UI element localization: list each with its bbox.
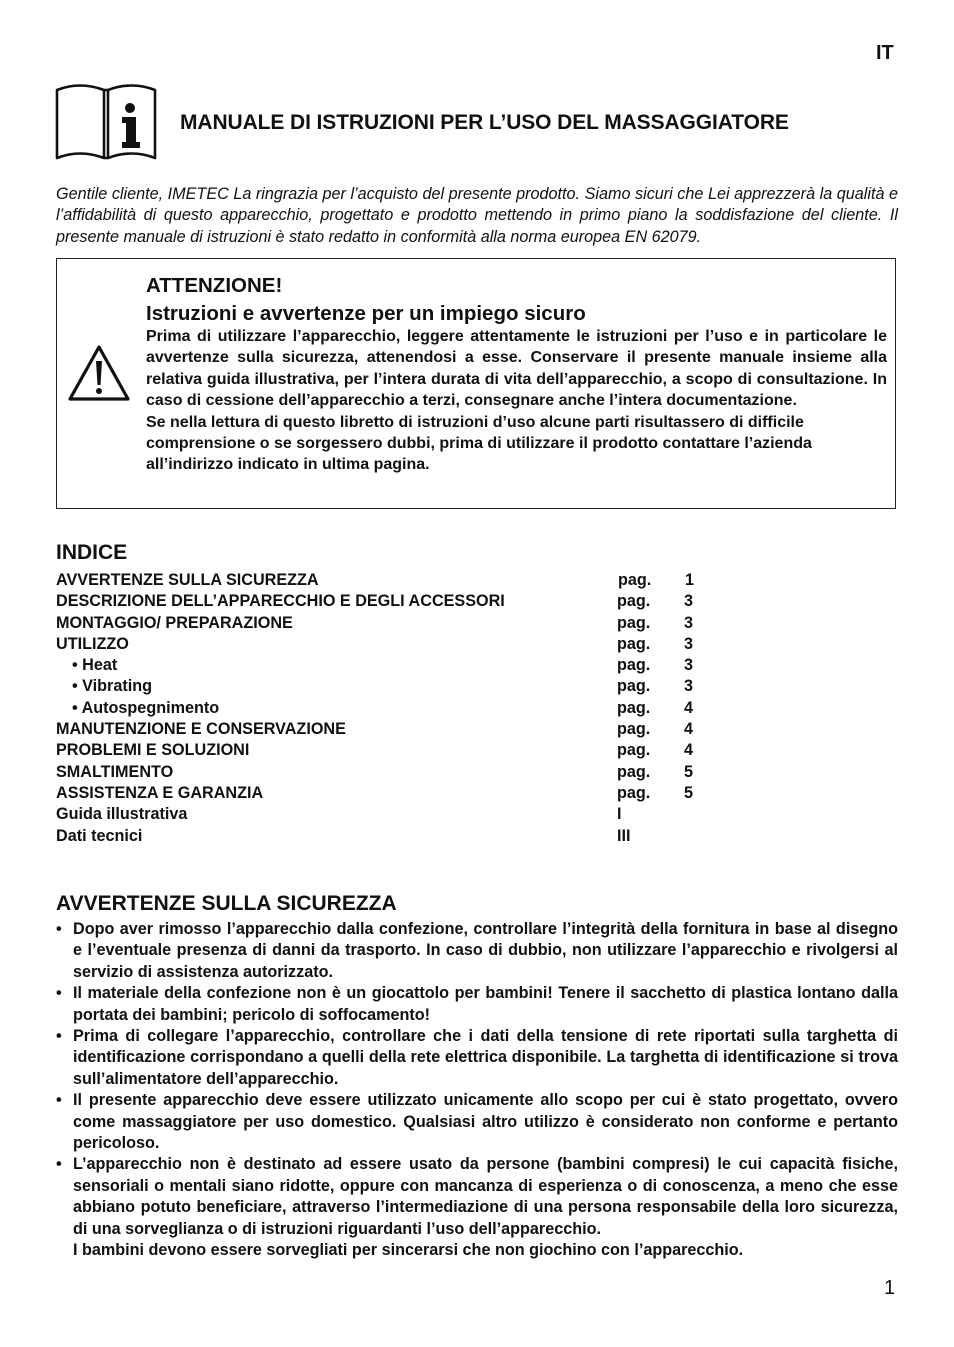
toc-label: Guida illustrativa — [56, 805, 188, 824]
toc-page: 4 — [684, 698, 694, 717]
toc-pag: pag. — [617, 741, 651, 760]
toc-label: AVVERTENZE SULLA SICUREZZA — [56, 571, 319, 589]
toc-page: 5 — [684, 762, 694, 781]
toc-label: • Heat — [72, 656, 118, 675]
bullet-dot: • — [56, 1091, 62, 1110]
toc-row — [56, 655, 716, 676]
toc-pag: pag. — [618, 571, 652, 589]
toc-page: 3 — [684, 677, 694, 696]
toc-label: ASSISTENZA E GARANZIA — [56, 783, 264, 802]
safety-list — [56, 919, 898, 1262]
list-item-text: Prima di collegare l’apparecchio, controllare che i dati della tensione di rete riportati sulla targhetta di identificazione corrispondano a quelli della rete elettrica disponibile. La targhetta di identificazione si trova sull’alimentatore dell’apparecchio. — [73, 1027, 898, 1088]
manual-title: MANUALE DI ISTRUZIONI PER L’USO DEL MASSAGGIATORE — [180, 111, 789, 134]
toc-label: DESCRIZIONE DELL’APPARECCHIO E DEGLI ACCESSORI — [56, 592, 505, 611]
bullet-dot: • — [56, 1027, 62, 1046]
toc-row — [56, 676, 716, 697]
list-item — [56, 1154, 898, 1261]
toc-label: MANUTENZIONE E CONSERVAZIONE — [56, 720, 346, 739]
toc-label: Dati tecnici — [56, 826, 143, 845]
manual-info-icon — [54, 82, 158, 162]
toc-label: SMALTIMENTO — [56, 762, 174, 781]
toc-label: • Vibrating — [72, 677, 153, 696]
page-number: 1 — [884, 1277, 896, 1299]
warning-paragraph-1: Prima di utilizzare l’apparecchio, leggere attentamente le istruzioni per l’uso e in particolare le avvertenze sulla sicurezza, attenendosi a esse. Conservare il presente manuale insieme alla relativa guida illustrativa, per l’intera durata di vita dell’apparecchio, a scopo di consultazione. In caso di cessione dell’apparecchio a terzi, consegnare anche l’intera documentazione. — [146, 328, 887, 410]
toc-label: UTILIZZO — [56, 634, 129, 653]
list-item — [56, 1090, 898, 1154]
toc-row — [56, 740, 716, 761]
safety-warning-box — [56, 258, 896, 509]
toc-row — [56, 634, 716, 655]
table-of-contents — [56, 570, 716, 847]
toc-pag: pag. — [617, 592, 651, 611]
warning-triangle-icon — [67, 343, 131, 403]
toc-row — [56, 804, 716, 825]
warning-paragraph-2: Se nella lettura di questo libretto di istruzioni d’uso alcune parti risultassero di difficile comprensione o se sorgessero dubbi, prima di utilizzare il prodotto contattare l’azienda all’indirizzo indicato in ultima pagina. — [146, 413, 812, 474]
bullet-dot: • — [56, 920, 62, 938]
toc-pag: pag. — [617, 677, 651, 696]
toc-page: 4 — [684, 720, 694, 739]
list-item — [56, 983, 898, 1026]
toc-heading: INDICE — [56, 541, 128, 564]
toc-page: 4 — [684, 741, 694, 760]
warning-subtitle: Istruzioni e avvertenze per un impiego sicuro — [146, 302, 586, 325]
toc-pag: pag. — [617, 656, 651, 675]
toc-row — [56, 762, 716, 783]
toc-page: 5 — [684, 783, 694, 802]
warning-title: ATTENZIONE! — [146, 274, 283, 297]
toc-pag: pag. — [617, 720, 651, 739]
list-item — [56, 919, 898, 983]
toc-row — [56, 826, 716, 847]
toc-page: 3 — [684, 656, 694, 675]
toc-row — [56, 783, 716, 804]
list-item-note: I bambini devono essere sorvegliati per sincerarsi che non giochino con l’apparecchio. — [73, 1241, 744, 1260]
list-item-text: Dopo aver rimosso l’apparecchio dalla confezione, controllare l’integrità della fornitura in base al disegno e l’eventuale presenza di danni da trasporto. In caso di dubbio, non utilizzare l’apparecchio e rivolgersi al servizio di assistenza autorizzato. — [73, 920, 898, 981]
list-item — [56, 1026, 898, 1090]
warning-text — [146, 326, 887, 476]
toc-row — [56, 698, 716, 719]
toc-pag: pag. — [617, 613, 651, 632]
safety-heading: AVVERTENZE SULLA SICUREZZA — [56, 892, 397, 915]
toc-page: 3 — [684, 634, 694, 653]
toc-pag: pag. — [617, 762, 651, 781]
bullet-dot: • — [56, 984, 62, 1003]
list-item-text: Il presente apparecchio deve essere utilizzato unicamente allo scopo per cui è stato progettato, ovvero come massaggiatore per uso domestico. Qualsiasi altro utilizzo è considerato non conforme e pertanto pericoloso. — [73, 1091, 898, 1153]
toc-page: 3 — [684, 592, 694, 611]
bullet-dot: • — [56, 1155, 62, 1174]
toc-page: 1 — [685, 571, 695, 589]
toc-row — [56, 613, 716, 634]
toc-pag: pag. — [617, 698, 651, 717]
list-item-text: Il materiale della confezione non è un giocattolo per bambini! Tenere il sacchetto di plastica lontano dalla portata dei bambini; pericolo di soffocamento! — [73, 984, 898, 1024]
list-item-text: L’apparecchio non è destinato ad essere usato da persone (bambini compresi) le cui capacità fisiche, sensoriali o mentali siano ridotte, oppure con mancanza di esperienza o di conoscenza, a meno che esse abbiano potuto beneficiare, attraverso l’intermediazione di una persona responsabile della loro sicurezza, di una sorveglianza o di istruzioni riguardanti l’uso dell’apparecchio. — [73, 1155, 898, 1238]
toc-row — [56, 719, 716, 740]
warning-heading — [146, 272, 586, 328]
toc-pag: pag. — [617, 783, 651, 802]
toc-pag: III — [617, 826, 631, 845]
toc-row — [56, 591, 716, 612]
toc-page: 3 — [684, 613, 694, 632]
toc-label: MONTAGGIO/ PREPARAZIONE — [56, 613, 293, 632]
toc-label: PROBLEMI E SOLUZIONI — [56, 741, 250, 760]
toc-pag: I — [617, 805, 622, 824]
toc-label: • Autospegnimento — [72, 698, 220, 717]
toc-pag: pag. — [617, 634, 651, 653]
intro-paragraph: Gentile cliente, IMETEC La ringrazia per l’acquisto del presente prodotto. Siamo sicuri che Lei apprezzerà la qualità e l’affidabilità di questo apparecchio, progettato e prodotto mettendo in primo piano la soddisfazione del cliente. Il presente manuale di istruzioni è stato redatto in conformità alla norma europea EN 62079. — [56, 185, 898, 246]
language-code: IT — [876, 42, 894, 64]
toc-row — [56, 570, 716, 591]
